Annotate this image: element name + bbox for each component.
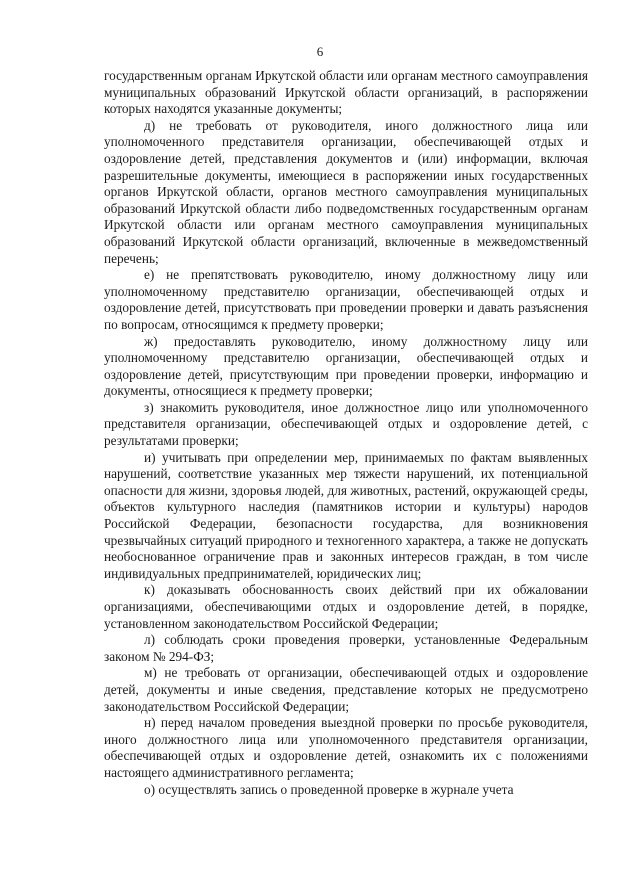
page-number: 6: [316, 44, 324, 59]
paragraph-item-i: и) учитывать при определении мер, принимаемых по фактам выявленных нарушений, соответствие указанных мер тяжести нарушений, их потенциальной опасности для жизни, здоровья людей, для животных, растений, окружающей среды, объектов культурного наследия (памятников истории и культуры) народов Российской Федерации, безопасности государства, для возникновения чрезвычайных ситуаций природного и техногенного характера, а также не допускать необоснованное ограничение прав и законных интересов граждан, в том числе индивидуальных предпринимателей, юридических лиц;: [104, 449, 588, 581]
paragraph-item-zh: ж) предоставлять руководителю, иному должностному лицу или уполномоченному представителю организации, обеспечивающей отдых и оздоровление детей, присутствующим при проведении проверки, информацию и документы, относящиеся к предмету проверки;: [104, 333, 588, 399]
document-body: [104, 68, 588, 798]
paragraph-item-k: к) доказывать обоснованность своих действий при их обжаловании организациями, обеспечивающими отдых и оздоровление детей, в порядке, установленном законодательством Российской Федерации;: [104, 582, 588, 631]
paragraph-item-o: о) осуществлять запись о проведенной проверке в журнале учета: [144, 781, 514, 797]
paragraph-item-n: н) перед началом проведения выездной проверки по просьбе руководителя, иного должностного лица или уполномоченного представителя организации, обеспечивающей отдых и оздоровление детей, ознакомить их с положениями настоящего административного регламента;: [104, 715, 588, 780]
paragraph-item-l: л) соблюдать сроки проведения проверки, установленные Федеральным законом № 294-ФЗ;: [104, 632, 588, 664]
paragraph-item-e: е) не препятствовать руководителю, иному должностному лицу или уполномоченному представителю организации, обеспечивающей отдых и оздоровление детей, присутствовать при проведении проверки и давать разъяснения по вопросам, относящимся к предмету проверки;: [104, 267, 588, 332]
paragraph-item-m: м) не требовать от организации, обеспечивающей отдых и оздоровление детей, документы и иные сведения, представление которых не предусмотрено законодательством Российской Федерации;: [104, 665, 588, 714]
paragraph-item-d: д) не требовать от руководителя, иного должностного лица или уполномоченного представителя организации, обеспечивающей отдых и оздоровление детей, представления документов и (или) информации, включая разрешительные документы, имеющиеся в распоряжении иных государственных органов Иркутской области, органов местного самоуправления муниципальных образований Иркутской области либо подведомственных государственным органам Иркутской области или органам местного самоуправления муниципальных образований Иркутской области организаций, включенные в межведомственный перечень;: [104, 117, 588, 266]
paragraph-item-z: з) знакомить руководителя, иное должностное лицо или уполномоченного представителя организации, обеспечивающей отдых и оздоровление детей, с результатами проверки;: [104, 399, 588, 449]
paragraph-continuation: государственным органам Иркутской области или органам местного самоуправления муниципальных образований Иркутской области организаций, в распоряжении которых находятся указанные документы;: [104, 68, 588, 117]
